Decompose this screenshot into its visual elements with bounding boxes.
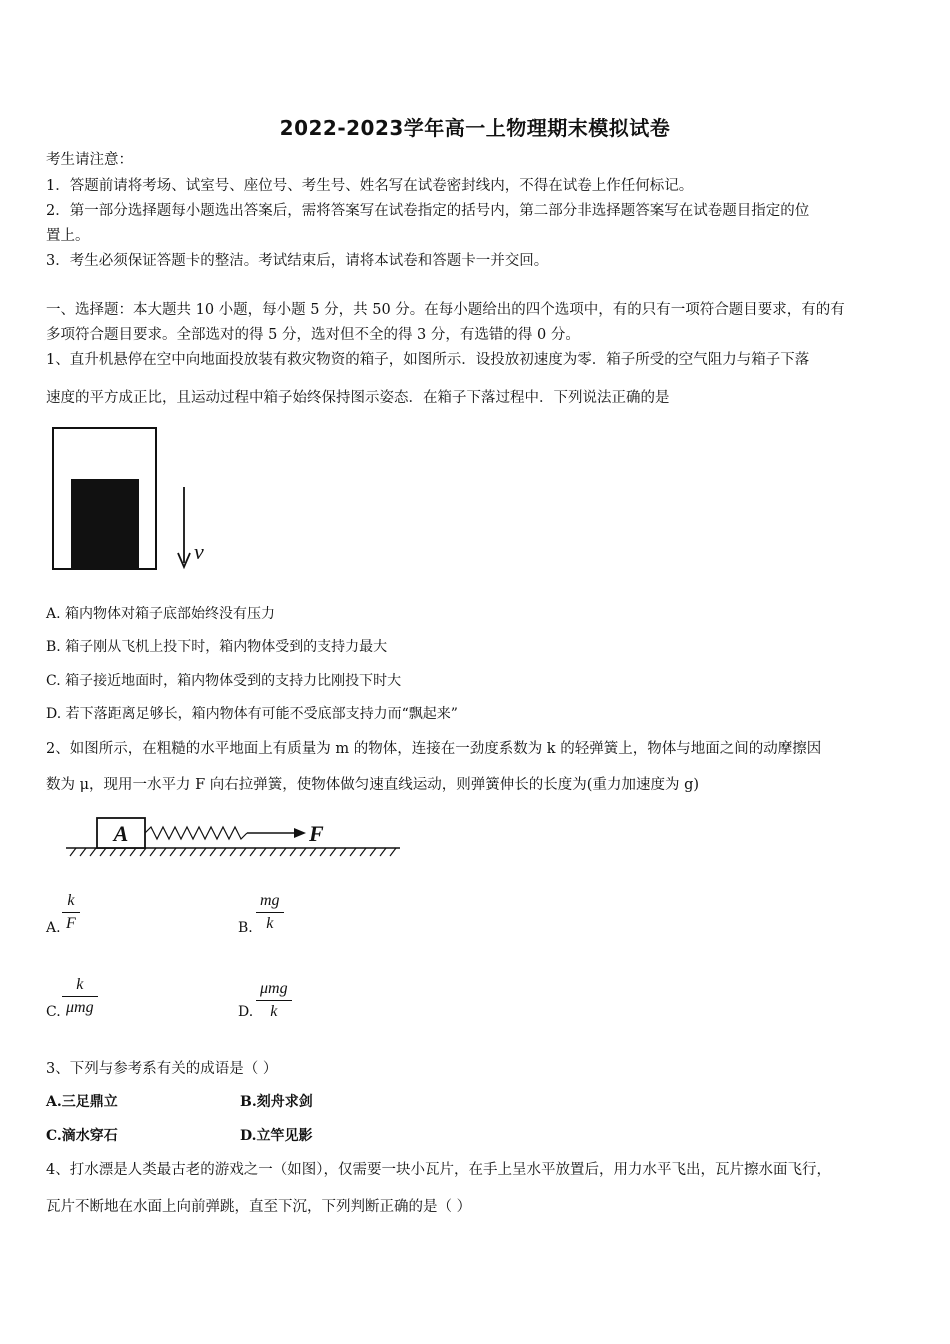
q3-option-a[interactable]: A.三足鼎立: [46, 1094, 118, 1110]
q2-stem-2: 数为 μ，现用一水平力 F 向右拉弹簧，使物体做匀速直线运动，则弹簧伸长的长度为(重力加速度为 g): [46, 777, 700, 793]
notice-item-2-cont: 置上。: [46, 228, 90, 244]
q2-option-d-numerator: μmg: [260, 980, 288, 997]
section-instructions-2: 多项符合题目要求。全部选对的得 5 分，选对但不全的得 3 分，有选错的得 0 分。: [46, 327, 580, 343]
velocity-label: v: [194, 539, 204, 564]
fraction-bar: [256, 912, 284, 913]
q2-option-b-denominator: k: [266, 915, 274, 932]
section-instructions-1: 一、选择题：本大题共 10 小题，每小题 5 分，共 50 分。在每小题给出的四个选项中，有的只有一项符合题目要求，有的有: [46, 302, 845, 318]
q3-option-d[interactable]: D.立竿见影: [240, 1128, 313, 1144]
q2-option-a-fraction[interactable]: [62, 892, 80, 933]
q2-stem-1: 2、如图所示，在粗糙的水平地面上有质量为 m 的物体，连接在一劲度系数为 k 的轻弹簧上，物体与地面之间的动摩擦因: [46, 741, 822, 757]
q2-option-c-denominator: μmg: [66, 999, 94, 1016]
q1-option-a[interactable]: A. 箱内物体对箱子底部始终没有压力: [46, 606, 276, 622]
fraction-bar: [62, 912, 80, 913]
q2-option-c-label[interactable]: C.: [46, 1004, 61, 1020]
block-label: A: [113, 821, 129, 846]
q3-stem: 3、下列与参考系有关的成语是（ ）: [46, 1061, 278, 1077]
q1-option-b[interactable]: B. 箱子刚从飞机上投下时，箱内物体受到的支持力最大: [46, 639, 388, 655]
q3-option-c[interactable]: C.滴水穿石: [46, 1128, 118, 1144]
q2-option-d-fraction[interactable]: [256, 980, 292, 1021]
q1-option-d[interactable]: D. 若下落距离足够长，箱内物体有可能不受底部支持力而“飘起来”: [46, 706, 458, 722]
q2-option-a-numerator: k: [67, 892, 75, 909]
q1-option-c[interactable]: C. 箱子接近地面时，箱内物体受到的支持力比刚投下时大: [46, 673, 402, 689]
q1-stem-1: 1、直升机悬停在空中向地面投放装有救灾物资的箱子，如图所示．设投放初速度为零．箱子所受的空气阻力与箱子下落: [46, 352, 810, 368]
notice-item-2: 2．第一部分选择题每小题选出答案后，需将答案写在试卷指定的括号内，第二部分非选择题答案写在试卷题目指定的位: [46, 203, 810, 219]
force-label: F: [309, 821, 324, 846]
q2-option-b-label[interactable]: B.: [238, 920, 253, 936]
q2-option-a-denominator: F: [66, 915, 76, 932]
notice-item-3: 3．考生必须保证答题卡的整洁。考试结束后，请将本试卷和答题卡一并交回。: [46, 253, 549, 269]
q1-box-figure: [50, 425, 220, 575]
fraction-bar: [62, 996, 98, 997]
q4-stem-1: 4、打水漂是人类最古老的游戏之一（如图），仅需要一块小瓦片，在手上呈水平放置后，用力水平飞出，瓦片擦水面飞行，: [46, 1162, 831, 1178]
q2-option-c-numerator: k: [76, 976, 84, 993]
q1-stem-2: 速度的平方成正比，且运动过程中箱子始终保持图示姿态．在箱子下落过程中．下列说法正确的是: [46, 390, 670, 406]
notice-heading: 考生请注意：: [46, 152, 133, 168]
q2-option-d-denominator: k: [270, 1003, 278, 1020]
q2-option-a-label[interactable]: A.: [46, 920, 61, 936]
q3-option-b[interactable]: B.刻舟求剑: [240, 1094, 313, 1110]
q2-option-c-fraction[interactable]: [62, 976, 98, 1017]
fraction-bar: [256, 1000, 292, 1001]
q2-option-b-numerator: mg: [260, 892, 280, 909]
q2-option-b-fraction[interactable]: [256, 892, 284, 933]
q2-option-d-label[interactable]: D.: [238, 1004, 254, 1020]
q2-spring-figure: [62, 812, 407, 860]
notice-item-1: 1．答题前请将考场、试室号、座位号、考生号、姓名写在试卷密封线内，不得在试卷上作任何标记。: [46, 178, 694, 194]
q4-stem-2: 瓦片不断地在水面上向前弹跳，直至下沉，下列判断正确的是（ ）: [46, 1199, 472, 1215]
page-title: 2022-2023学年高一上物理期末模拟试卷: [279, 116, 671, 140]
